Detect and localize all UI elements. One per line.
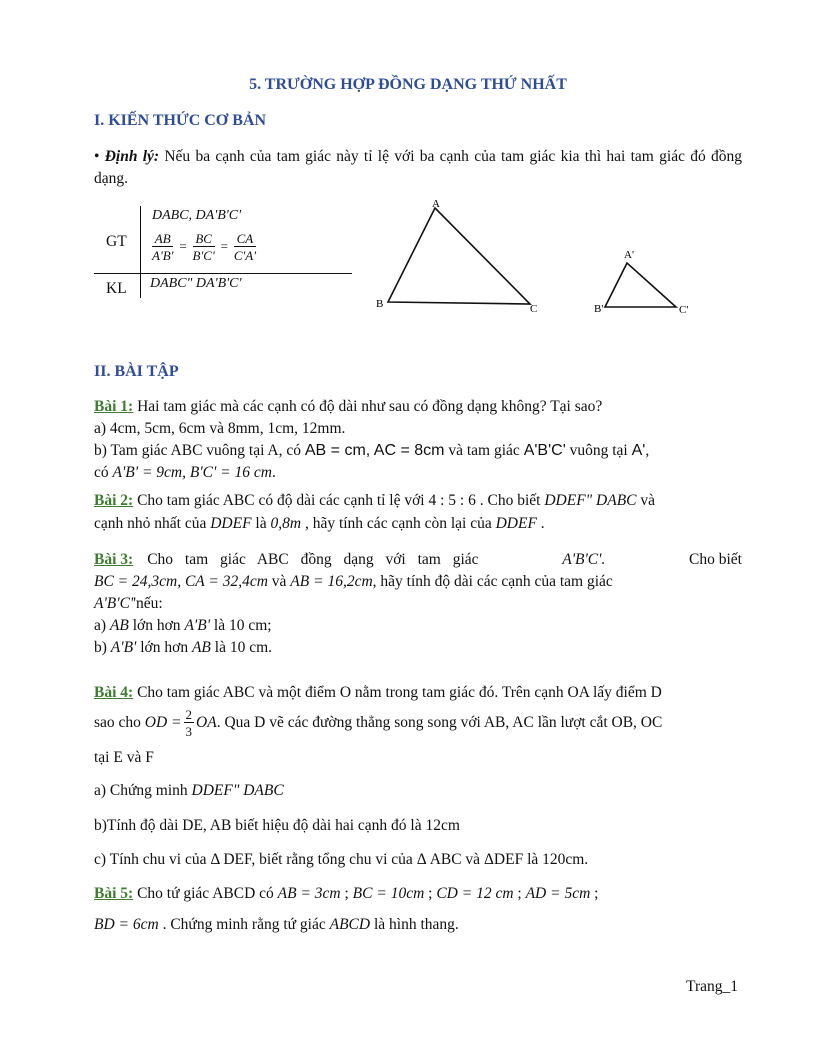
gt-horizontal-divider bbox=[94, 273, 352, 274]
vertex-c-label: C bbox=[530, 303, 538, 315]
text: sao cho bbox=[94, 714, 145, 731]
separator: ; bbox=[590, 885, 599, 902]
text: và bbox=[267, 573, 291, 590]
bai1-part-a: a) 4cm, 5cm, 6cm và 8mm, 1cm, 12mm. bbox=[94, 420, 346, 437]
math-expression: CD = 12 cm bbox=[436, 885, 514, 902]
math-expression: DDEF bbox=[495, 515, 537, 532]
text: Cho tam giác ABC có độ dài các cạnh tỉ lệ với bbox=[133, 492, 429, 509]
text: là 10 cm. bbox=[210, 639, 273, 656]
text: 'nếu: bbox=[133, 595, 163, 612]
bai2-line2 bbox=[94, 513, 742, 535]
ratio-ab: $\frac{AB}{A'B'}$ bbox=[152, 231, 174, 263]
text: và bbox=[636, 492, 656, 509]
text: b) Tam giác ABC vuông tại A, có bbox=[94, 442, 305, 459]
bai5-label: Bài 5: bbox=[94, 885, 134, 902]
text: là bbox=[251, 515, 271, 532]
text: vuông tại bbox=[565, 442, 632, 459]
text: a) Chứng minh bbox=[94, 782, 192, 799]
text: . bbox=[271, 464, 276, 481]
math-expression: DDEF" DABC bbox=[191, 782, 284, 799]
separator: ; bbox=[340, 885, 353, 902]
math-expression: AB bbox=[191, 639, 211, 656]
page-number: Trang_1 bbox=[686, 978, 738, 995]
vertex-b1-label: B' bbox=[594, 303, 604, 315]
math-expression: A' bbox=[631, 442, 646, 459]
vertex-c1-label: C' bbox=[679, 304, 689, 316]
text: và tam giác bbox=[444, 442, 524, 459]
math-expression: 4 : 5 : 6 bbox=[428, 492, 476, 509]
triangle-a1b1c1 bbox=[605, 263, 676, 307]
bai3-line3 bbox=[94, 593, 742, 615]
text: a) bbox=[94, 617, 110, 634]
text: có bbox=[94, 464, 113, 481]
section-heading-2: II. BÀI TẬP bbox=[94, 363, 179, 380]
bai4-line2 bbox=[94, 706, 742, 740]
bai1-label: Bài 1: bbox=[94, 398, 134, 415]
text: cạnh nhỏ nhất của bbox=[94, 515, 211, 532]
text: lớn hơn bbox=[128, 617, 185, 634]
theorem-paragraph bbox=[94, 146, 742, 190]
math-expression: BC = 10cm bbox=[352, 885, 425, 902]
bai3-line1 bbox=[94, 549, 742, 571]
equals-sign: = bbox=[220, 238, 228, 254]
text: Cho tứ giác ABCD có bbox=[133, 885, 278, 902]
text: lớn hơn bbox=[136, 639, 192, 656]
text: DEF là 120cm. bbox=[493, 851, 589, 868]
gt-vertical-divider bbox=[140, 206, 141, 298]
text: . Cho biết bbox=[475, 492, 545, 509]
text: Cho tam giác ABC đồng dạng với tam giác bbox=[147, 551, 479, 568]
triangle-symbol: Δ bbox=[483, 851, 494, 868]
math-expression: A'B'C' bbox=[523, 442, 566, 459]
bai1-line1 bbox=[94, 396, 742, 418]
bai4-part-a bbox=[94, 780, 742, 802]
vertex-a1-label: A' bbox=[624, 249, 634, 261]
gt-ratios bbox=[150, 232, 258, 262]
gt-given: DABC, DA'B'C' bbox=[152, 208, 242, 223]
theorem-text: Nếu ba cạnh của tam giác này tỉ lệ với ba cạnh của tam giác kia thì hai tam giác đó đồng dạng. bbox=[94, 148, 742, 187]
text: ABC và bbox=[425, 851, 484, 868]
text: là hình thang. bbox=[370, 916, 459, 933]
similar-triangles-figure bbox=[370, 190, 700, 320]
text: b) bbox=[94, 639, 111, 656]
bai3-line2 bbox=[94, 571, 742, 593]
math-expression: BC = 24,3cm, CA = 32,4cm bbox=[94, 573, 268, 590]
math-expression: BD = 6cm bbox=[94, 916, 159, 933]
text: Cho tam giác ABC và một điểm O nằm trong tam giác đó. Trên cạnh OA lấy điểm D bbox=[133, 684, 662, 701]
gt-kl-table bbox=[94, 200, 354, 300]
text: DEF, biết rằng tổng chu vi của bbox=[219, 851, 417, 868]
bai2-line1 bbox=[94, 490, 742, 512]
bai5-line1 bbox=[94, 883, 742, 905]
math-expression: A'B' bbox=[184, 617, 211, 634]
math-expression: AB = 3cm bbox=[277, 885, 341, 902]
section-heading-1: I. KIẾN THỨC CƠ BẢN bbox=[94, 112, 267, 129]
text: . Chứng minh rằng tứ giác bbox=[158, 916, 330, 933]
math-expression: AB = cm, AC = 8cm bbox=[304, 442, 445, 459]
bai3-part-a bbox=[94, 615, 742, 637]
separator: ; bbox=[424, 885, 437, 902]
math-expression: DDEF bbox=[210, 515, 252, 532]
math-expression: A'B' = 9cm, B'C' = 16 cm bbox=[112, 464, 272, 481]
equals-sign: = bbox=[179, 238, 187, 254]
bai1-part-b2 bbox=[94, 462, 742, 484]
vertex-b-label: B bbox=[376, 298, 384, 310]
kl-conclusion: DABC" DA'B'C' bbox=[150, 276, 242, 291]
bai4-part-b: b)Tính độ dài DE, AB biết hiệu độ dài hai cạnh đó là 12cm bbox=[94, 817, 460, 834]
bai1-question: Hai tam giác mà các cạnh có độ dài như sau có đồng dạng không? Tại sao? bbox=[133, 398, 603, 415]
triangle-symbol: Δ bbox=[416, 851, 426, 868]
triangle-symbol: Δ bbox=[210, 851, 220, 868]
bai3-line1-body bbox=[147, 549, 742, 571]
bullet: • bbox=[94, 148, 100, 165]
math-expression: AD = 5cm bbox=[525, 885, 591, 902]
bai5-line2 bbox=[94, 914, 742, 936]
ratio-ca: $\frac{CA}{C'A'}$ bbox=[233, 231, 257, 263]
text: , hãy tính các cạnh còn lại của bbox=[301, 515, 496, 532]
math-expression: DDEF" DABC bbox=[544, 492, 637, 509]
fraction-two-thirds: $\frac{2}{3}$ bbox=[185, 707, 193, 740]
triangle-abc bbox=[388, 208, 530, 304]
text: là 10 cm; bbox=[210, 617, 272, 634]
bai4-label: Bài 4: bbox=[94, 684, 134, 701]
text: , hãy tính độ dài các cạnh của tam giác bbox=[372, 573, 613, 590]
text: c) Tính chu vi của bbox=[94, 851, 211, 868]
page-title: 5. TRƯỜNG HỢP ĐỒNG DẠNG THỨ NHẤT bbox=[249, 76, 567, 93]
math-expression: 0,8m bbox=[270, 515, 302, 532]
math-expression: ABCD bbox=[329, 916, 371, 933]
text: . bbox=[536, 515, 545, 532]
theorem-label: Định lý: bbox=[104, 148, 160, 165]
bai3-label: Bài 3: bbox=[94, 551, 134, 568]
bai2-label: Bài 2: bbox=[94, 492, 134, 509]
math-expression: A'B'C' bbox=[94, 595, 134, 612]
bai4-part-c bbox=[94, 849, 742, 871]
separator: ; bbox=[513, 885, 526, 902]
gt-label: GT bbox=[106, 233, 127, 250]
vertex-a-label: A bbox=[432, 198, 440, 210]
bai1-part-b bbox=[94, 440, 742, 462]
text: Cho biết bbox=[689, 551, 742, 568]
bai4-line3: tại E và F bbox=[94, 749, 154, 766]
math-expression: OA bbox=[196, 714, 217, 731]
math-expression: AB = 16,2cm bbox=[290, 573, 373, 590]
bai4-line1 bbox=[94, 682, 742, 704]
kl-label: KL bbox=[106, 280, 127, 297]
text: , bbox=[645, 442, 650, 459]
math-expression: A'B'C'. bbox=[562, 551, 606, 568]
bai3-part-b bbox=[94, 637, 742, 659]
ratio-bc: $\frac{BC}{B'C'}$ bbox=[192, 231, 215, 263]
math-expression: A'B' bbox=[110, 639, 137, 656]
math-expression: OD = bbox=[144, 714, 182, 731]
math-expression: AB bbox=[109, 617, 129, 634]
text: . Qua D vẽ các đường thẳng song song với AB, AC lần lượt cắt OB, OC bbox=[216, 714, 663, 731]
